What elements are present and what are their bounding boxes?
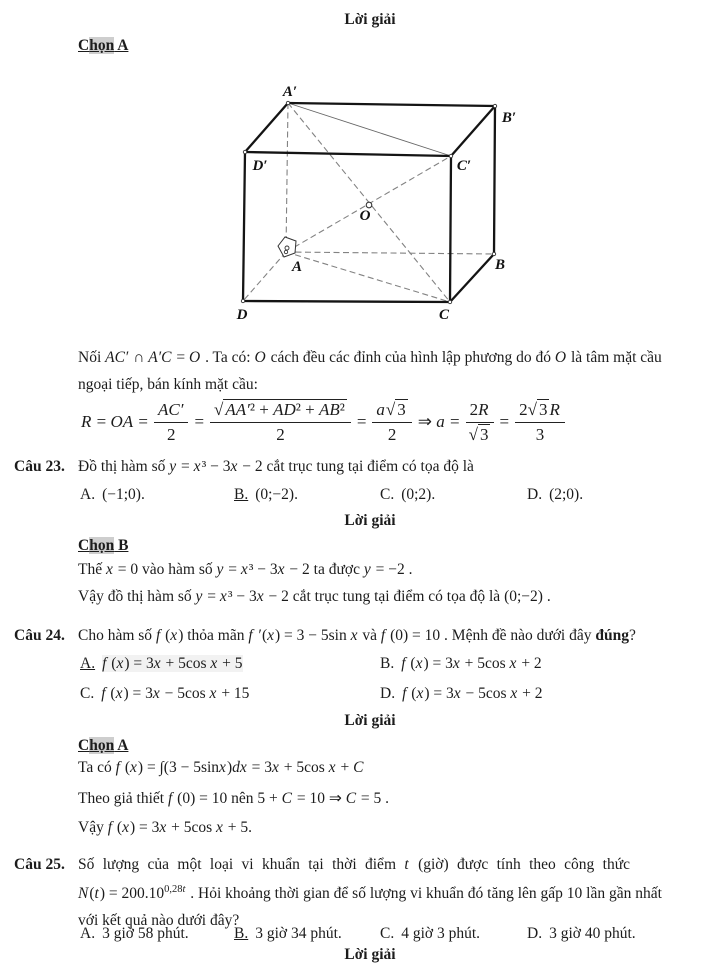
chon-highlight: họn <box>89 537 115 554</box>
option-24-c: C. f (x) = 3x − 5cos x + 15 <box>80 685 250 702</box>
fraction-sqrt-over-2: $\frac{\text{√ AA′² + AD² + AB²}}{2}$ <box>210 400 351 444</box>
question-25-stem-line-1: Số lượng của một loại vi khuẩn tại thời điểm t (giờ) được tính theo công thức <box>78 856 631 873</box>
chon-answer-letter: A <box>114 737 129 754</box>
option-letter: A. <box>80 925 96 942</box>
chon-highlight: họn <box>89 737 115 754</box>
option-letter: D. <box>527 925 543 942</box>
chon-answer-letter: B <box>114 537 129 554</box>
loi-giai-heading-4: Lời giải <box>344 946 396 963</box>
chosen-answer-22 <box>78 37 128 55</box>
question-23-options <box>78 486 694 512</box>
equals-sign: = <box>499 412 510 432</box>
explanation-line-1: Nối AC′ ∩ A′C = O . Ta có: O cách đều các đỉnh của hình lập phương do đó O là tâm mặt cầu <box>78 349 662 366</box>
solution-24-line-2: Theo giả thiết f (0) = 10 nên 5 + C = 10 ⇒ C = 5 . <box>78 790 390 807</box>
top-face-diagonal <box>288 103 451 156</box>
option-letter: C. <box>380 486 395 503</box>
question-25-label: Câu 25. <box>14 856 65 873</box>
loi-giai-heading-1: Lời giải <box>344 11 396 28</box>
fraction-a-sqrt3-over-2: $\frac{a√ 3}{2}$ <box>372 400 411 444</box>
chon-pre: C <box>78 537 90 554</box>
question-23-label: Câu 23. <box>14 458 65 475</box>
option-25-b: B. 3 giờ 34 phút. <box>234 925 342 942</box>
radius-formula <box>78 400 568 444</box>
explanation-line-2: ngoại tiếp, bán kính mặt cầu: <box>78 376 258 393</box>
chon-answer-letter: A <box>114 37 129 54</box>
fraction-2r-over-sqrt3: $\frac{2R}{√ 3}$ <box>466 400 494 444</box>
implies-arrow: ⇒ a = <box>417 412 460 432</box>
option-letter-correct: A. <box>80 655 96 672</box>
option-letter-correct: B. <box>234 486 249 503</box>
center-label-o: O <box>359 208 371 224</box>
solution-23-line-1: Thế x = 0 vào hàm số y = x³ − 3x − 2 ta được y = −2 . <box>78 561 413 578</box>
chosen-answer-24 <box>78 737 128 755</box>
option-letter: B. <box>380 655 395 672</box>
equals-sign: = <box>194 412 205 432</box>
option-letter-correct: B. <box>234 925 249 942</box>
question-24-options-row-1 <box>78 655 694 681</box>
chon-highlight: họn <box>89 37 115 54</box>
option-letter: C. <box>80 685 95 702</box>
option-25-a: A. 3 giờ 58 phút. <box>80 925 189 942</box>
right-angle-marker <box>278 237 296 257</box>
cube-figure <box>208 78 534 330</box>
vertex-label-c: C <box>438 307 450 323</box>
equals-sign: = <box>356 412 367 432</box>
solution-24-line-3: Vậy f (x) = 3x + 5cos x + 5. <box>78 819 253 836</box>
loi-giai-heading-3: Lời giải <box>344 712 396 729</box>
option-letter: C. <box>380 925 395 942</box>
chosen-answer-23 <box>78 537 128 555</box>
solution-24-line-1: Ta có f (x) = ∫(3 − 5sinx)dx = 3x + 5cos x + C <box>78 759 364 776</box>
option-letter: D. <box>380 685 396 702</box>
vertex-label-c-prime: C′ <box>456 158 472 174</box>
option-25-c: C. 4 giờ 3 phút. <box>380 925 481 942</box>
fraction-ac-over-2: $\frac{AC'}{2}$ <box>154 400 188 444</box>
question-25-stem-line-2: $N(t) = 200.10^{0,28t}$ . Hỏi khoảng thời gian để số lượng vi khuẩn đó tăng lên gấp 10 lần gần nhất <box>78 884 662 903</box>
vertex-label-d: D <box>236 307 248 323</box>
option-23-d: D. (2;0). <box>527 486 584 503</box>
option-23-a: A. (−1;0). <box>80 486 145 503</box>
option-25-d: D. 3 giờ 40 phút. <box>527 925 636 942</box>
solution-23-line-2: Vậy đồ thị hàm số y = x³ − 3x − 2 cắt trục tung tại điểm có tọa độ là (0;−2) . <box>78 588 551 605</box>
formula-lead: R = OA = <box>81 412 148 432</box>
question-24-options-row-2 <box>78 685 694 711</box>
option-letter: A. <box>80 486 96 503</box>
option-24-a: A. f (x) = 3x + 5cos x + 5 <box>80 655 243 672</box>
option-23-b: B. (0;−2). <box>234 486 298 503</box>
option-letter: D. <box>527 486 543 503</box>
chon-pre: C <box>78 37 90 54</box>
option-24-d: D. f (x) = 3x − 5cos x + 2 <box>380 685 543 702</box>
question-25-stem-line-3: với kết quả nào dưới đây? <box>78 912 240 929</box>
vertex-label-d-prime: D′ <box>252 158 268 174</box>
question-24-stem: Cho hàm số f (x) thỏa mãn f ′(x) = 3 − 5sin x và f (0) = 10 . Mệnh đề nào dưới đây đúng? <box>78 627 636 644</box>
question-23-stem: Đồ thị hàm số y = x³ − 3x − 2 cắt trục tung tại điểm có tọa độ là <box>78 458 474 475</box>
center-point-o <box>366 202 372 208</box>
vertex-label-b-prime: B′ <box>501 110 517 126</box>
question-24-label: Câu 24. <box>14 627 65 644</box>
option-24-b: B. f (x) = 3x + 5cos x + 2 <box>380 655 542 672</box>
option-23-c: C. (0;2). <box>380 486 436 503</box>
chon-pre: C <box>78 737 90 754</box>
vertex-label-a-prime: A′ <box>282 84 298 100</box>
fraction-2sqrt3r-over-3: $\frac{2√ 3 R}{3}$ <box>515 400 565 444</box>
loi-giai-heading-2: Lời giải <box>344 512 396 529</box>
vertex-label-a: A <box>291 259 303 275</box>
vertex-label-b: B <box>494 257 506 273</box>
explanation-paragraph <box>78 344 684 398</box>
